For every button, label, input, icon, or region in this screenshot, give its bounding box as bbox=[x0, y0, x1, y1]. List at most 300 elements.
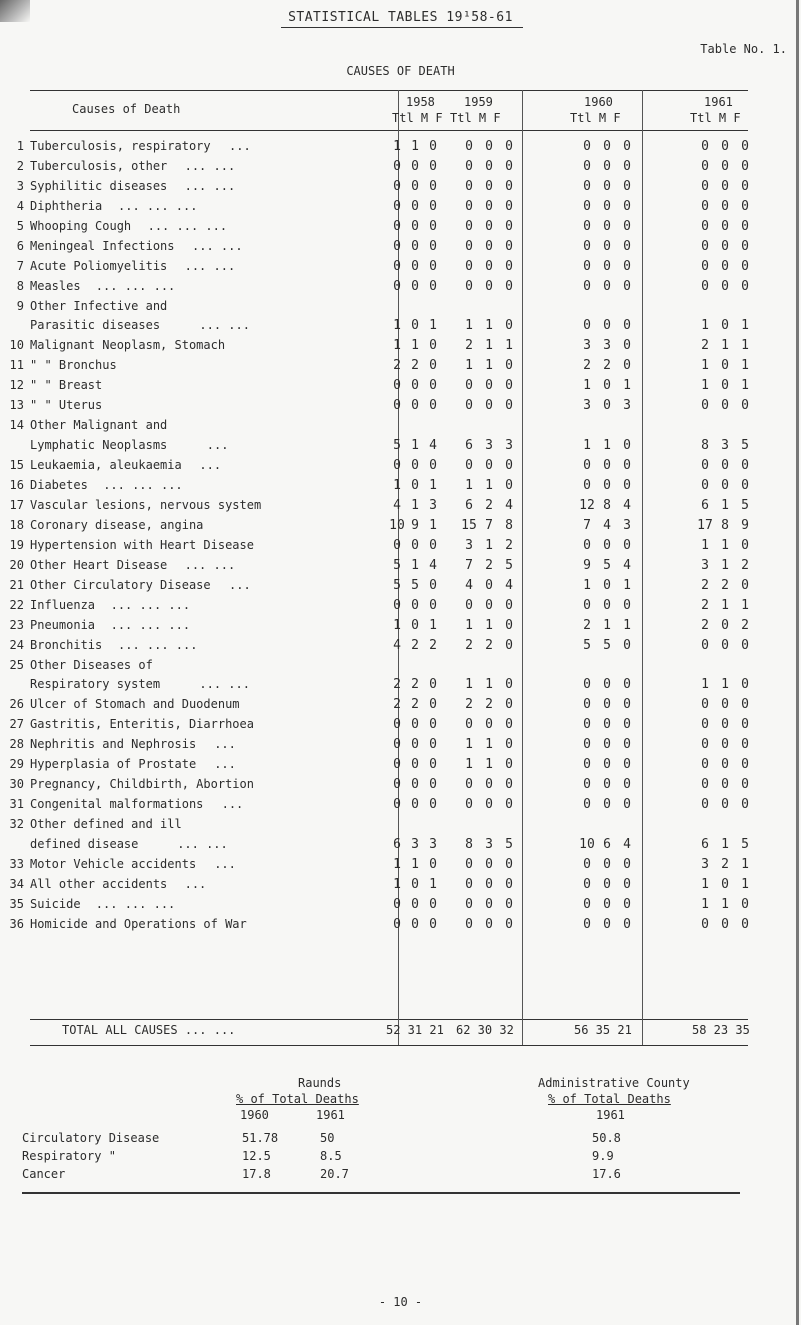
value-cell: 1 bbox=[429, 517, 437, 533]
value-cell: 0 bbox=[623, 757, 631, 773]
value-cell: 0 bbox=[741, 477, 749, 493]
cause-label: Ulcer of Stomach and Duodenum bbox=[30, 697, 240, 712]
leader-dots: ... bbox=[206, 437, 229, 452]
value-cell: 1 bbox=[741, 318, 749, 334]
cause-label: Leukaemia, aleukaemia bbox=[30, 457, 182, 472]
value-cell: 0 bbox=[505, 896, 513, 912]
value-cell: 2 bbox=[701, 597, 709, 613]
value-cell: 0 bbox=[603, 777, 611, 793]
value-cell: 0 bbox=[603, 378, 611, 394]
value-cell: 8 bbox=[603, 497, 611, 513]
value-cell: 0 bbox=[465, 597, 473, 613]
value-cell: 0 bbox=[741, 916, 749, 932]
bottom-rule bbox=[22, 1192, 740, 1194]
value-cell: 0 bbox=[411, 477, 419, 493]
value-cell: 0 bbox=[505, 777, 513, 793]
value-cell: 0 bbox=[411, 797, 419, 813]
value-cell: 10 bbox=[579, 836, 595, 852]
year-header-1961: 1961 bbox=[704, 95, 733, 109]
summary-value-1960: 12.5 bbox=[242, 1149, 271, 1163]
value-cell: 0 bbox=[701, 139, 709, 154]
value-cell: 1 bbox=[465, 677, 473, 693]
total-value-1961: 58 23 35 bbox=[692, 1023, 750, 1037]
value-cell: 1 bbox=[701, 537, 709, 553]
value-cell: 0 bbox=[741, 139, 749, 154]
leader-dots: ... bbox=[221, 797, 244, 812]
cause-label: Other Heart Disease bbox=[30, 557, 168, 572]
value-cell: 0 bbox=[603, 856, 611, 872]
value-cell: 0 bbox=[393, 378, 401, 394]
value-cell: 0 bbox=[701, 259, 709, 274]
cause-label: Other defined and ill bbox=[30, 817, 182, 832]
value-cell: 8 bbox=[721, 517, 729, 533]
value-cell: 0 bbox=[583, 597, 591, 613]
value-cell: 0 bbox=[583, 259, 591, 274]
leader-dots: ... ... bbox=[199, 318, 250, 333]
value-cell: 0 bbox=[505, 358, 513, 374]
summary-row-label: Respiratory " bbox=[22, 1149, 116, 1163]
value-cell: 8 bbox=[505, 517, 513, 533]
value-cell: 1 bbox=[393, 338, 401, 354]
cause-label: defined disease bbox=[30, 836, 139, 851]
value-cell: 1 bbox=[583, 577, 591, 593]
value-cell: 0 bbox=[485, 139, 493, 154]
value-cell: 0 bbox=[485, 916, 493, 932]
value-cell: 1 bbox=[623, 378, 631, 394]
row-number: 11 bbox=[9, 358, 24, 373]
summary-value-1961: 50 bbox=[320, 1131, 335, 1145]
value-cell: 0 bbox=[741, 239, 749, 254]
cause-label: Hyperplasia of Prostate bbox=[30, 757, 197, 772]
summary-value-county: 17.6 bbox=[592, 1167, 621, 1181]
value-cell: 0 bbox=[505, 737, 513, 753]
cause-label: Other Infective and bbox=[30, 299, 168, 313]
value-cell: 1 bbox=[465, 318, 473, 334]
cause-label: Gastritis, Enteritis, Diarrhoea bbox=[30, 717, 254, 732]
value-cell: 0 bbox=[603, 597, 611, 613]
value-cell: 0 bbox=[393, 896, 401, 912]
row-number: 33 bbox=[9, 856, 24, 871]
value-cell: 0 bbox=[721, 378, 729, 394]
value-cell: 0 bbox=[701, 457, 709, 473]
value-cell: 0 bbox=[485, 199, 493, 214]
value-cell: 2 bbox=[393, 697, 401, 713]
leader-dots: ... bbox=[229, 577, 251, 592]
row-number: 22 bbox=[9, 597, 24, 612]
value-cell: 1 bbox=[721, 836, 729, 852]
value-cell: 0 bbox=[583, 717, 591, 733]
value-cell: 2 bbox=[393, 677, 401, 693]
value-cell: 0 bbox=[429, 457, 437, 473]
value-cell: 0 bbox=[465, 179, 473, 194]
cause-label: Other Diseases of bbox=[30, 657, 153, 672]
value-cell: 3 bbox=[485, 437, 493, 453]
value-cell: 0 bbox=[623, 437, 631, 453]
value-cell: 3 bbox=[701, 856, 709, 872]
value-cell: 1 bbox=[741, 876, 749, 892]
value-cell: 1 bbox=[465, 737, 473, 753]
value-cell: 0 bbox=[505, 717, 513, 733]
value-cell: 0 bbox=[505, 757, 513, 773]
cause-label: Whooping Cough bbox=[30, 219, 132, 233]
value-cell: 0 bbox=[583, 896, 591, 912]
value-cell: 0 bbox=[411, 757, 419, 773]
value-cell: 1 bbox=[411, 139, 419, 154]
value-cell: 0 bbox=[485, 896, 493, 912]
value-cell: 0 bbox=[701, 219, 709, 234]
value-cell: 0 bbox=[741, 259, 749, 274]
value-cell: 0 bbox=[721, 717, 729, 733]
value-cell: 1 bbox=[465, 617, 473, 633]
value-cell: 0 bbox=[603, 457, 611, 473]
summary-left-heading: Raunds bbox=[298, 1076, 342, 1090]
value-cell: 5 bbox=[741, 437, 749, 453]
value-cell: 0 bbox=[623, 677, 631, 693]
value-cell: 0 bbox=[505, 677, 513, 693]
value-cell: 5 bbox=[741, 497, 749, 513]
row-number: 15 bbox=[9, 457, 24, 472]
cause-label: Malignant Neoplasm, Stomach bbox=[30, 338, 226, 353]
value-cell: 0 bbox=[583, 477, 591, 493]
table-bottom-rule bbox=[30, 1045, 748, 1046]
cause-label: Tuberculosis, respiratory bbox=[30, 139, 211, 153]
value-cell: 0 bbox=[465, 378, 473, 394]
value-cell: 1 bbox=[411, 338, 419, 354]
value-cell: 6 bbox=[465, 437, 473, 453]
value-cell: 5 bbox=[505, 836, 513, 852]
value-cell: 4 bbox=[505, 577, 513, 593]
row-number: 16 bbox=[9, 477, 24, 492]
value-cell: 10 bbox=[389, 517, 405, 533]
value-cell: 0 bbox=[583, 876, 591, 892]
value-cell: 0 bbox=[429, 677, 437, 693]
value-cell: 0 bbox=[505, 179, 513, 194]
value-cell: 3 bbox=[583, 398, 591, 414]
value-cell: 0 bbox=[485, 577, 493, 593]
value-cell: 0 bbox=[721, 358, 729, 374]
value-cell: 0 bbox=[741, 199, 749, 214]
value-cell: 0 bbox=[465, 239, 473, 254]
value-cell: 0 bbox=[701, 717, 709, 733]
value-cell: 0 bbox=[623, 199, 631, 214]
value-cell: 0 bbox=[603, 159, 611, 174]
cause-label: Diabetes bbox=[30, 477, 88, 492]
value-cell: 0 bbox=[741, 677, 749, 693]
value-cell: 1 bbox=[721, 896, 729, 912]
leader-dots: ... bbox=[214, 737, 236, 752]
cause-label: Congenital malformations bbox=[30, 797, 204, 812]
value-cell: 0 bbox=[701, 199, 709, 214]
value-cell: 0 bbox=[603, 259, 611, 274]
row-number: 24 bbox=[9, 637, 24, 652]
leader-dots: ... ... bbox=[184, 179, 236, 193]
value-cell: 2 bbox=[485, 697, 493, 713]
value-cell: 0 bbox=[505, 876, 513, 892]
value-cell: 0 bbox=[721, 637, 729, 653]
value-cell: 0 bbox=[741, 159, 749, 174]
value-cell: 2 bbox=[465, 338, 473, 354]
value-cell: 0 bbox=[429, 577, 437, 593]
value-cell: 0 bbox=[485, 159, 493, 174]
value-cell: 0 bbox=[583, 457, 591, 473]
value-cell: 0 bbox=[583, 757, 591, 773]
value-cell: 0 bbox=[603, 797, 611, 813]
value-cell: 0 bbox=[429, 219, 437, 234]
summary-value-1960: 51.78 bbox=[242, 1131, 279, 1145]
cause-label: Nephritis and Nephrosis bbox=[30, 737, 197, 752]
value-cell: 0 bbox=[429, 398, 437, 414]
row-number: 9 bbox=[16, 299, 24, 313]
value-cell: 1 bbox=[721, 677, 729, 693]
value-cell: 0 bbox=[603, 876, 611, 892]
value-cell: 0 bbox=[393, 239, 401, 254]
value-cell: 0 bbox=[411, 219, 419, 234]
value-cell: 0 bbox=[603, 219, 611, 234]
value-cell: 0 bbox=[465, 139, 473, 154]
value-cell: 0 bbox=[485, 597, 493, 613]
value-cell: 0 bbox=[741, 797, 749, 813]
value-cell: 7 bbox=[465, 557, 473, 573]
leader-dots: ... ... bbox=[184, 557, 236, 572]
value-cell: 2 bbox=[411, 358, 419, 374]
row-number: 36 bbox=[9, 916, 24, 931]
value-cell: 0 bbox=[429, 777, 437, 793]
value-cell: 0 bbox=[623, 637, 631, 653]
row-number: 21 bbox=[9, 577, 24, 592]
value-cell: 0 bbox=[485, 457, 493, 473]
total-value-1960: 56 35 21 bbox=[574, 1023, 632, 1037]
value-cell: 1 bbox=[393, 318, 401, 334]
value-cell: 1 bbox=[485, 617, 493, 633]
value-cell: 0 bbox=[721, 777, 729, 793]
leader-dots: ... ... ... bbox=[110, 617, 191, 632]
value-cell: 2 bbox=[411, 677, 419, 693]
row-number: 25 bbox=[9, 657, 24, 672]
value-cell: 2 bbox=[741, 617, 749, 633]
value-cell: 0 bbox=[721, 757, 729, 773]
value-cell: 0 bbox=[623, 737, 631, 753]
row-number: 29 bbox=[9, 757, 24, 772]
value-cell: 3 bbox=[623, 517, 631, 533]
value-cell: 0 bbox=[583, 179, 591, 194]
value-cell: 0 bbox=[429, 597, 437, 613]
value-cell: 0 bbox=[721, 617, 729, 633]
value-cell: 2 bbox=[701, 617, 709, 633]
value-cell: 0 bbox=[393, 777, 401, 793]
value-cell: 0 bbox=[485, 279, 493, 294]
value-cell: 3 bbox=[485, 836, 493, 852]
value-cell: 0 bbox=[603, 896, 611, 912]
value-cell: 0 bbox=[411, 737, 419, 753]
value-cell: 0 bbox=[701, 737, 709, 753]
value-cell: 0 bbox=[505, 199, 513, 214]
value-cell: 17 bbox=[697, 517, 713, 533]
value-cell: 0 bbox=[583, 856, 591, 872]
value-cell: 1 bbox=[701, 677, 709, 693]
cause-label: Hypertension with Heart Disease bbox=[30, 537, 254, 552]
title-underline bbox=[281, 27, 523, 28]
row-number: 6 bbox=[16, 239, 24, 253]
value-cell: 0 bbox=[741, 577, 749, 593]
value-cell: 0 bbox=[393, 717, 401, 733]
value-cell: 2 bbox=[485, 497, 493, 513]
value-cell: 0 bbox=[465, 219, 473, 234]
value-cell: 0 bbox=[583, 239, 591, 254]
value-cell: 0 bbox=[411, 199, 419, 214]
value-cell: 4 bbox=[603, 517, 611, 533]
value-cell: 8 bbox=[465, 836, 473, 852]
value-cell: 0 bbox=[623, 139, 631, 154]
value-cell: 6 bbox=[465, 497, 473, 513]
value-cell: 1 bbox=[411, 497, 419, 513]
value-cell: 0 bbox=[623, 259, 631, 274]
value-cell: 0 bbox=[465, 279, 473, 294]
value-cell: 0 bbox=[623, 697, 631, 713]
summary-year-1960: 1960 bbox=[240, 1108, 269, 1122]
value-cell: 0 bbox=[485, 777, 493, 793]
value-cell: 0 bbox=[623, 597, 631, 613]
leader-dots: ... bbox=[184, 876, 207, 891]
value-cell: 4 bbox=[623, 497, 631, 513]
value-cell: 0 bbox=[603, 477, 611, 493]
value-cell: 3 bbox=[505, 437, 513, 453]
leader-dots: ... bbox=[199, 457, 222, 472]
value-cell: 6 bbox=[393, 836, 401, 852]
value-cell: 0 bbox=[485, 259, 493, 274]
value-cell: 1 bbox=[741, 597, 749, 613]
value-cell: 1 bbox=[701, 318, 709, 334]
row-number: 28 bbox=[9, 737, 24, 752]
value-cell: 1 bbox=[485, 737, 493, 753]
value-cell: 1 bbox=[411, 437, 419, 453]
leader-dots: ... ... bbox=[177, 836, 228, 851]
value-cell: 5 bbox=[583, 637, 591, 653]
cause-label: Diphtheria bbox=[30, 199, 103, 213]
value-cell: 1 bbox=[465, 358, 473, 374]
value-cell: 2 bbox=[411, 697, 419, 713]
cause-label: Acute Poliomyelitis bbox=[30, 259, 168, 273]
value-cell: 2 bbox=[741, 557, 749, 573]
value-cell: 0 bbox=[465, 896, 473, 912]
value-cell: 4 bbox=[465, 577, 473, 593]
value-cell: 5 bbox=[505, 557, 513, 573]
value-cell: 6 bbox=[701, 836, 709, 852]
value-cell: 0 bbox=[429, 139, 437, 154]
value-cell: 1 bbox=[485, 338, 493, 354]
value-cell: 0 bbox=[603, 279, 611, 294]
value-cell: 0 bbox=[393, 737, 401, 753]
value-cell: 1 bbox=[741, 338, 749, 354]
cause-label: Lymphatic Neoplasms bbox=[30, 437, 168, 452]
summary-value-county: 9.9 bbox=[592, 1149, 614, 1163]
value-cell: 0 bbox=[623, 777, 631, 793]
value-cell: 0 bbox=[583, 797, 591, 813]
value-cell: 0 bbox=[741, 537, 749, 553]
summary-right-year: 1961 bbox=[596, 1108, 625, 1122]
value-cell: 0 bbox=[741, 757, 749, 773]
value-cell: 0 bbox=[583, 199, 591, 214]
value-cell: 4 bbox=[429, 557, 437, 573]
value-cell: 0 bbox=[429, 159, 437, 174]
value-cell: 0 bbox=[429, 239, 437, 254]
value-cell: 0 bbox=[741, 777, 749, 793]
value-cell: 5 bbox=[603, 557, 611, 573]
value-cell: 0 bbox=[603, 398, 611, 414]
value-cell: 0 bbox=[485, 179, 493, 194]
value-cell: 0 bbox=[741, 697, 749, 713]
row-number: 26 bbox=[9, 697, 24, 712]
cause-label: Other Malignant and bbox=[30, 418, 168, 433]
value-cell: 0 bbox=[485, 219, 493, 234]
value-cell: 1 bbox=[721, 338, 729, 354]
leader-dots: ... ... ... bbox=[95, 279, 176, 293]
value-cell: 0 bbox=[603, 239, 611, 254]
value-cell: 0 bbox=[465, 159, 473, 174]
subheader-1961: Ttl M F bbox=[690, 111, 741, 125]
row-number: 31 bbox=[9, 797, 24, 812]
value-cell: 0 bbox=[721, 697, 729, 713]
value-cell: 0 bbox=[411, 617, 419, 633]
value-cell: 5 bbox=[393, 557, 401, 573]
leader-dots: ... bbox=[229, 139, 251, 153]
value-cell: 1 bbox=[505, 338, 513, 354]
value-cell: 0 bbox=[583, 537, 591, 553]
value-cell: 0 bbox=[485, 797, 493, 813]
value-cell: 0 bbox=[603, 179, 611, 194]
value-cell: 0 bbox=[505, 597, 513, 613]
value-cell: 3 bbox=[465, 537, 473, 553]
value-cell: 1 bbox=[485, 318, 493, 334]
value-cell: 0 bbox=[741, 179, 749, 194]
value-cell: 0 bbox=[603, 717, 611, 733]
table-top-rule bbox=[30, 90, 748, 91]
value-cell: 8 bbox=[701, 437, 709, 453]
value-cell: 0 bbox=[465, 259, 473, 274]
cause-label: " " Uterus bbox=[30, 398, 103, 413]
value-cell: 0 bbox=[701, 159, 709, 174]
cause-label: Vascular lesions, nervous system bbox=[30, 497, 262, 512]
value-cell: 0 bbox=[505, 398, 513, 414]
value-cell: 0 bbox=[393, 219, 401, 234]
value-cell: 0 bbox=[505, 378, 513, 394]
value-cell: 0 bbox=[505, 219, 513, 234]
value-cell: 0 bbox=[583, 318, 591, 334]
row-number: 27 bbox=[9, 717, 24, 732]
summary-left-subheading: % of Total Deaths bbox=[236, 1092, 359, 1106]
value-cell: 6 bbox=[701, 497, 709, 513]
value-cell: 0 bbox=[603, 139, 611, 154]
leader-dots: ... ... ... bbox=[110, 597, 191, 612]
value-cell: 1 bbox=[429, 318, 437, 334]
value-cell: 2 bbox=[583, 617, 591, 633]
value-cell: 0 bbox=[603, 318, 611, 334]
summary-row-label: Circulatory Disease bbox=[22, 1131, 160, 1145]
value-cell: 0 bbox=[411, 179, 419, 194]
value-cell: 3 bbox=[411, 836, 419, 852]
year-header-1958: 1958 bbox=[406, 95, 435, 109]
value-cell: 0 bbox=[393, 199, 401, 214]
value-cell: 1 bbox=[465, 757, 473, 773]
value-cell: 0 bbox=[465, 916, 473, 932]
value-cell: 0 bbox=[741, 637, 749, 653]
value-cell: 0 bbox=[603, 757, 611, 773]
value-cell: 0 bbox=[701, 477, 709, 493]
value-cell: 1 bbox=[393, 876, 401, 892]
value-cell: 0 bbox=[393, 259, 401, 274]
value-cell: 0 bbox=[721, 398, 729, 414]
value-cell: 0 bbox=[411, 259, 419, 274]
value-cell: 0 bbox=[623, 279, 631, 294]
